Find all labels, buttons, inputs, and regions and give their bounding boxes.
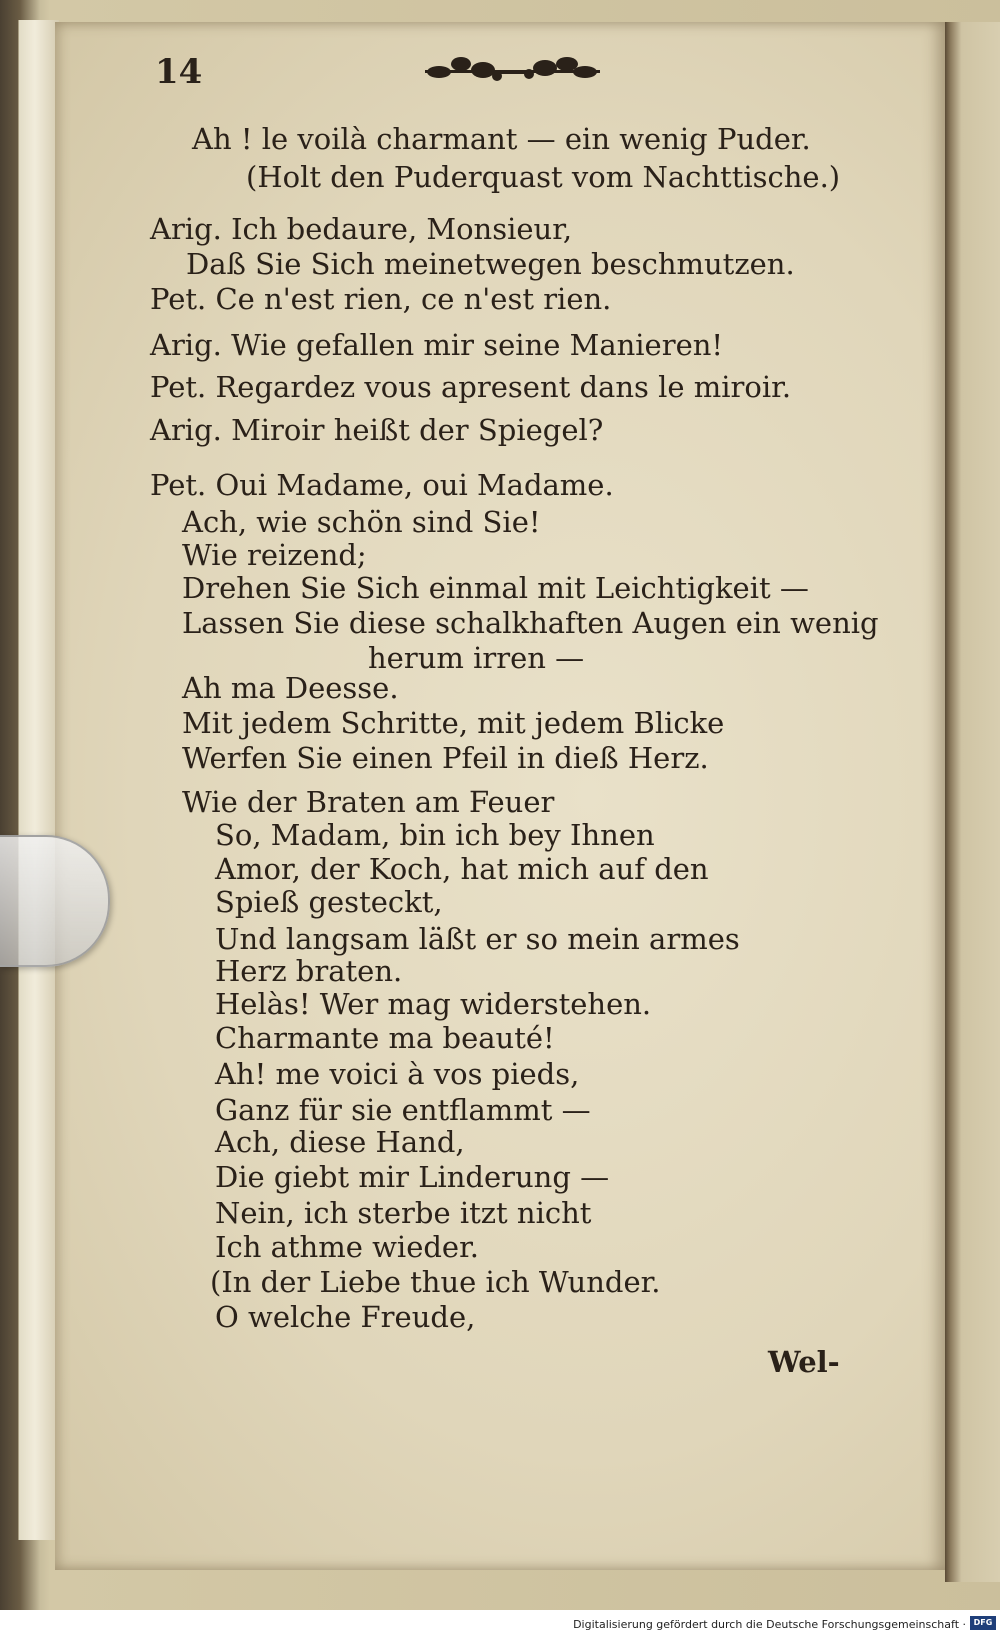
text-line: Ah! me voici à vos pieds, [215, 1057, 580, 1091]
text-line: Amor, der Koch, hat mich auf den [215, 852, 709, 886]
speaker-line: Arig. Ich bedaure, Monsieur, [150, 212, 573, 246]
text-line: Ach, diese Hand, [215, 1125, 465, 1159]
text-line: Ich athme wieder. [215, 1230, 479, 1264]
text-line: (In der Liebe thue ich Wunder. [210, 1265, 661, 1299]
text-line: Herz braten. [215, 954, 403, 988]
speaker-line: Arig. Wie gefallen mir seine Manieren! [150, 328, 724, 362]
text-line: Wie der Braten am Feuer [182, 785, 555, 819]
text-line: O welche Freude, [215, 1300, 476, 1334]
text-line: Nein, ich sterbe itzt nicht [215, 1196, 592, 1230]
footer-bar [0, 1610, 1000, 1639]
speaker-line: Pet. Oui Madame, oui Madame. [150, 468, 614, 502]
page-number: 14 [155, 52, 203, 92]
text-line: Charmante ma beauté! [215, 1021, 555, 1055]
speaker-line: Pet. Ce n'est rien, ce n'est rien. [150, 282, 612, 316]
footer-credit: Digitalisierung gefördert durch die Deutsche Forschungsgemeinschaft · [573, 1618, 966, 1631]
speaker-line: Arig. Miroir heißt der Spiegel? [150, 413, 604, 447]
text-line: herum irren — [368, 641, 585, 675]
text-line: So, Madam, bin ich bey Ihnen [215, 818, 655, 852]
dfg-logo: DFG [970, 1616, 996, 1630]
speaker-line: Pet. Regardez vous apresent dans le miroir. [150, 370, 792, 404]
text-line: Lassen Sie diese schalkhaften Augen ein wenig [182, 606, 879, 640]
text-line: Und langsam läßt er so mein armes [215, 922, 740, 956]
text-line: Spieß gesteckt, [215, 885, 443, 919]
text-line: Ach, wie schön sind Sie! [182, 505, 541, 539]
text-line: Ganz für sie entflammt — [215, 1093, 591, 1127]
catchword: Wel- [768, 1345, 840, 1379]
text-line: Drehen Sie Sich einmal mit Leichtigkeit — [182, 571, 809, 605]
text-line: Die giebt mir Linderung — [215, 1160, 610, 1194]
stage-direction: (Holt den Puderquast vom Nachttische.) [246, 160, 841, 194]
text-line: Helàs! Wer mag widerstehen. [215, 987, 652, 1021]
text-line: Ah ! le voilà charmant — ein wenig Puder. [192, 122, 811, 156]
text-line: Daß Sie Sich meinetwegen beschmutzen. [186, 247, 795, 281]
text-line: Ah ma Deesse. [182, 671, 399, 705]
text-line: Werfen Sie einen Pfeil in dieß Herz. [182, 741, 709, 775]
text-line: Wie reizend; [182, 538, 367, 572]
text-line: Mit jedem Schritte, mit jedem Blicke [182, 706, 725, 740]
